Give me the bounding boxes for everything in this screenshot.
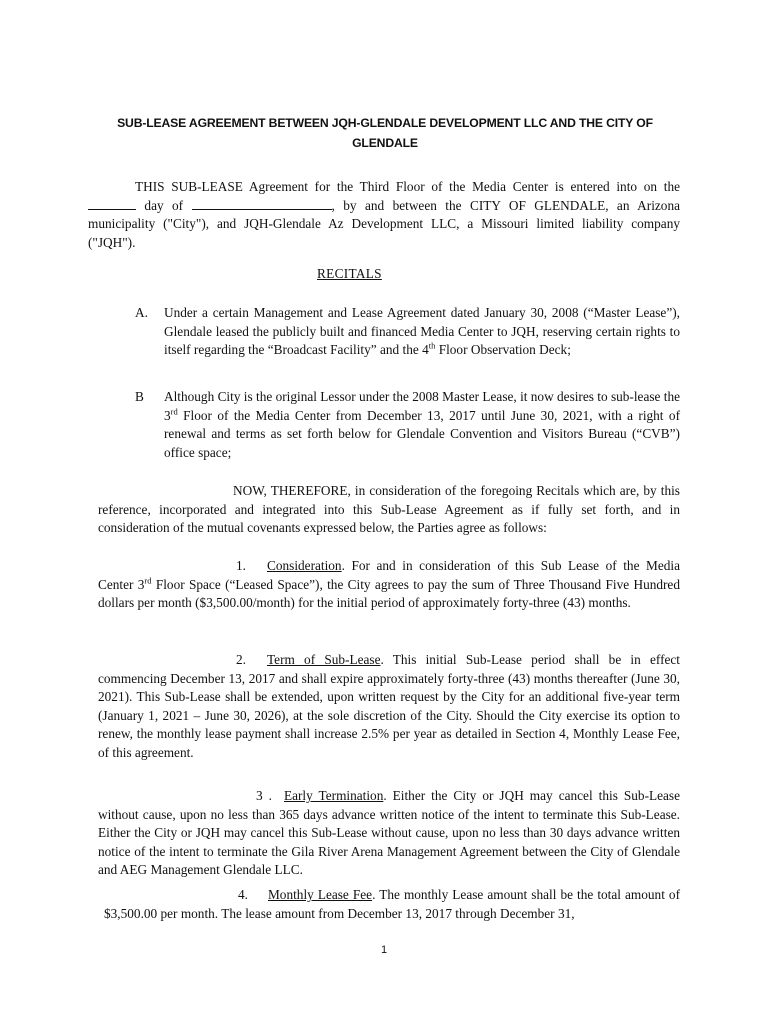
now-therefore-paragraph xyxy=(98,482,680,538)
now-therefore-text: NOW, THEREFORE, in consideration of the foregoing Recitals which are, by this reference, incorporated and integrated into this Sub-Lease Agreement as if fully set forth, and in consideration of the mutual covenants expressed below, the Parties agree as follows: xyxy=(98,483,680,535)
recital-b-sup: rd xyxy=(170,406,178,417)
section-1 xyxy=(98,557,680,613)
recital-a-text xyxy=(164,304,680,360)
section-1-body: . For and in consideration of this Sub Lease of the Media Center 3 xyxy=(98,558,680,592)
recital-b-label: B xyxy=(135,389,144,404)
intro-text-2: day of xyxy=(144,197,184,213)
month-blank xyxy=(192,197,332,210)
recital-a-sup: th xyxy=(428,340,436,351)
recital-a-body: Under a certain Management and Lease Agreement dated January 30, 2008 (“Master Lease”), Glendale leased the publicly built and financed Media Center to JQH, reserving certain rights to itself regarding the “Broadcast Facility” and the 4 xyxy=(164,305,680,357)
recital-b-tail: Floor of the Media Center from December 13, 2017 until June 30, 2021, with a right of renewal and terms as set forth below for Glendale Convention and Visitors Bureau (“CVB”) office space; xyxy=(164,407,680,460)
section-2-body: . This initial Sub-Lease period shall be in effect commencing December 13, 2017 and shall expire approximately forty-three (43) months thereafter (June 30, 2021). This Sub-Lease shall be extended, upon written request by the City for an additional five-year term (January 1, 2021 – June 30, 2026), at the sole discretion of the City. Should the City exercise its option to renew, the monthly lease payment shall increase 2.5% per year as detailed in Section 4, Monthly Lease Fee, of this agreement. xyxy=(98,652,680,760)
section-3-heading: Early Termination xyxy=(283,788,384,803)
document-title: SUB-LEASE AGREEMENT BETWEEN JQH-GLENDALE DEVELOPMENT LLC AND THE CITY OF GLENDALE xyxy=(117,116,653,150)
recital-a-tail: Floor Observation Deck; xyxy=(435,342,571,357)
section-3-number: 3 . xyxy=(256,788,272,803)
section-2-heading: Term of Sub-Lease xyxy=(266,652,381,667)
intro-paragraph xyxy=(88,178,680,252)
recital-b-body: Although City is the original Lessor under the 2008 Master Lease, it now desires to sub-lease the 3 xyxy=(164,389,680,423)
section-1-heading: Consideration xyxy=(266,558,342,573)
intro-text-3: , by and between the CITY OF GLENDALE, an Arizona municipality ("City"), and JQH-Glendale Az Development LLC, a Missouri limited liability company ("JQH"). xyxy=(88,197,680,250)
section-4 xyxy=(104,886,680,923)
section-4-number: 4. xyxy=(238,887,248,902)
section-2-number: 2. xyxy=(236,652,246,667)
section-1-number: 1. xyxy=(236,558,246,573)
section-2 xyxy=(98,651,680,762)
recital-a-label: A. xyxy=(135,305,148,320)
section-3-body: . Either the City or JQH may cancel this Sub-Lease without cause, upon no less than 365 days advance written notice of the intent to terminate this Sub-Lease. Either the City or JQH may cancel this Sub-Lease without cause, upon no less than 30 days advance written notice of the intent to terminate the Gila River Arena Management Agreement between the City of Glendale and AEG Management Glendale LLC. xyxy=(98,788,680,877)
date-blank xyxy=(88,197,136,210)
section-1-sup: rd xyxy=(144,575,152,586)
recital-b-text xyxy=(164,388,680,462)
recitals-heading: RECITALS xyxy=(317,266,382,281)
section-4-body: . The monthly Lease amount shall be the total amount of $3,500.00 per month. The lease amount from December 13, 2017 through December 31, xyxy=(104,887,681,921)
page-number: 1 xyxy=(381,944,388,956)
section-3 xyxy=(98,787,680,880)
section-1-tail: Floor Space (“Leased Space”), the City agrees to pay the sum of Three Thousand Five Hundred dollars per month ($3,500.00/month) for the initial period of approximately forty-three (43) months. xyxy=(98,576,680,610)
intro-text-1: THIS SUB-LEASE Agreement for the Third Floor of the Media Center is entered into on the xyxy=(135,179,680,194)
section-4-heading: Monthly Lease Fee xyxy=(267,887,373,902)
